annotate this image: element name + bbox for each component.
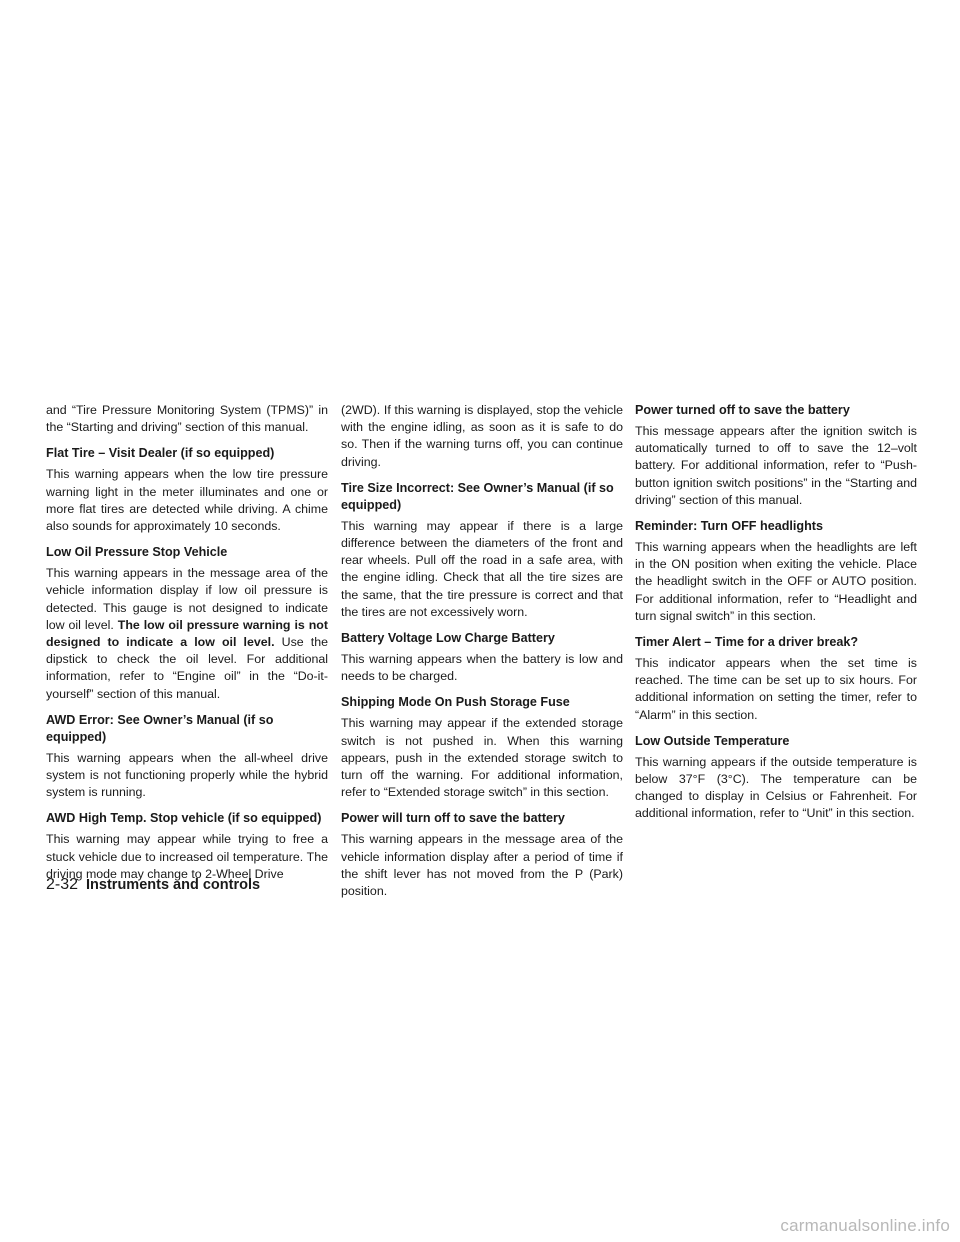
- body-paragraph: This warning may appear while trying to free a stuck vehicle due to increased oil temperature. The driving mode may change to 2-Wheel Drive: [46, 832, 328, 881]
- body-paragraph: This message appears after the ignition switch is automatically turned to off to save the 12–volt battery. For additional information, refer to “Push-button ignition switch positions” in the “Starting and driving” section of this manual.: [635, 424, 917, 507]
- body-paragraph: This warning appears when the low tire pressure warning light in the meter illuminates and one or more flat tires are detected while driving. A chime also sounds for approximately 10 seconds.: [46, 467, 328, 534]
- paragraph-text: Use the dipstick to check the oil level. For additional information, refer to “Engine oil” in the “Do-it-yourself” section of this manual.: [46, 635, 328, 701]
- section-heading: Battery Voltage Low Charge Battery: [341, 631, 555, 646]
- section-heading: Tire Size Incorrect: See Owner’s Manual (if so equipped): [341, 480, 614, 512]
- page-number: 2-32: [46, 876, 79, 893]
- body-paragraph: and “Tire Pressure Monitoring System (TPMS)” in the “Starting and driving” section of this manual.: [46, 403, 328, 435]
- body-paragraph: This indicator appears when the set time is reached. The time can be set up to six hours. For additional information on setting the timer, refer to “Alarm” in this section.: [635, 656, 917, 722]
- section-heading: AWD High Temp. Stop vehicle (if so equipped): [46, 811, 322, 826]
- paragraph-text: This warning appears in the message area of the vehicle information display if low oil pressure is detected. This gauge is not designed to indicate low oil level.: [46, 566, 328, 632]
- body-paragraph: This warning may appear if the extended storage switch is not pushed in. When this warning appears, push in the extended storage switch to turn off the warning. For additional information, refer to “Extended storage switch” in this section.: [341, 716, 623, 800]
- body-paragraph: This warning appears if the outside temperature is below 37°F (3°C). The temperature can be changed to display in Celsius or Fahrenheit. For additional information, refer to “Unit” in this section.: [635, 754, 917, 821]
- page-footer: [46, 876, 260, 898]
- text-column-2: [341, 402, 623, 907]
- section-heading: Flat Tire – Visit Dealer (if so equipped): [46, 446, 275, 461]
- section-heading: Shipping Mode On Push Storage Fuse: [341, 695, 570, 710]
- body-paragraph: (2WD). If this warning is displayed, stop the vehicle with the engine idling, as soon as it is safe to do so. Then if the warning turns off, you can continue driving.: [341, 403, 623, 469]
- section-title: Instruments and controls: [86, 877, 261, 893]
- section-heading: Low Oil Pressure Stop Vehicle: [46, 545, 228, 560]
- body-paragraph: This warning appears when the battery is low and needs to be charged.: [341, 652, 623, 684]
- body-paragraph: This warning appears in the message area of the vehicle information display after a period of time if the shift lever has not moved from the P (Park) position.: [341, 832, 623, 899]
- section-heading: Timer Alert – Time for a driver break?: [635, 635, 859, 650]
- section-heading: Low Outside Temperature: [635, 733, 790, 748]
- body-paragraph: This warning appears when the headlights are left in the ON position when exiting the vehicle. Place the headlight switch in the OFF or AUTO position. For additional information, refer to “Headlight and turn signal switch” in this section.: [635, 540, 917, 623]
- section-heading: AWD Error: See Owner’s Manual (if so equipped): [46, 712, 274, 744]
- watermark: carmanualsonline.info: [780, 1216, 950, 1235]
- section-heading: Reminder: Turn OFF headlights: [635, 519, 823, 534]
- body-paragraph: This warning appears when the all-wheel drive system is not functioning properly while the hybrid system is running.: [46, 750, 328, 800]
- text-column-3: [635, 402, 917, 830]
- section-heading: Power will turn off to save the battery: [341, 811, 565, 826]
- body-paragraph: This warning may appear if there is a large difference between the diameters of the front and rear wheels. Pull off the road in a safe area, with the engine idling. Check that all the tire sizes are the same, that the tire pressure is correct and that the tires are not excessively worn.: [341, 518, 623, 619]
- text-column-1: [46, 402, 328, 890]
- section-heading: Power turned off to save the battery: [635, 403, 850, 417]
- emphasized-warning-text: The low oil pressure warning is not designed to indicate a low oil level.: [46, 617, 328, 650]
- body-paragraph: [46, 565, 328, 703]
